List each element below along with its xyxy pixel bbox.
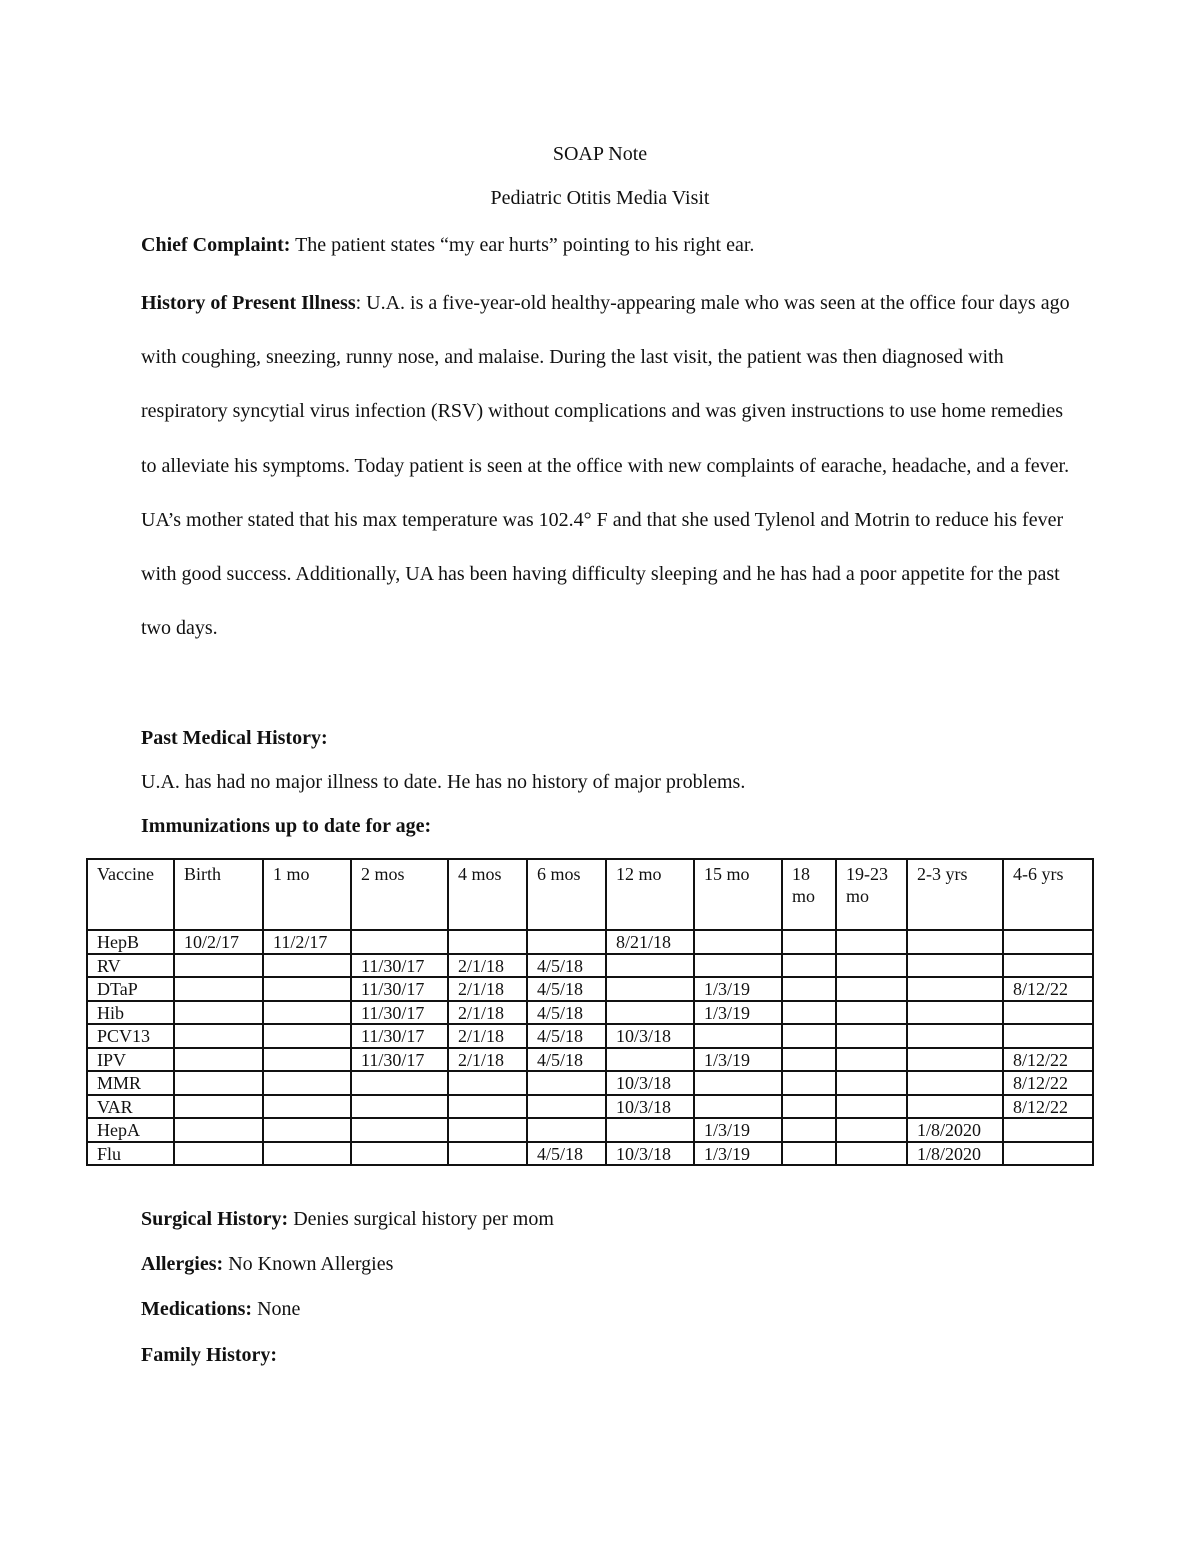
date-cell <box>174 1142 263 1166</box>
column-header: 6 mos <box>527 859 606 930</box>
date-cell: 1/3/19 <box>694 1118 782 1142</box>
hpi-text: : U.A. is a five-year-old healthy-appearing male who was seen at the office four days ago with coughing, sneezing, runny nose, and malaise. During the last visit, the patient was then diagnosed with respiratory syncytial virus infection (RSV) without complications and was given instructions to use home remedies to alleviate his symptoms. Today patient is seen at the office with new complaints of earache, headache, and a fever. UA’s mother stated that his max temperature was 102.4° F and that she used Tylenol and Motrin to reduce his fever with good success. Additionally, UA has been having difficulty sleeping and he has had a poor appetite for the past two days. <box>141 292 1070 640</box>
date-cell <box>694 1095 782 1119</box>
table-row <box>87 1118 1093 1142</box>
medications-label: Medications: <box>141 1298 253 1320</box>
date-cell <box>836 1071 907 1095</box>
date-cell <box>907 1024 1003 1048</box>
date-cell: 11/30/17 <box>351 1048 448 1072</box>
date-cell: 10/3/18 <box>606 1024 694 1048</box>
date-cell <box>836 1024 907 1048</box>
column-header: Birth <box>174 859 263 930</box>
vaccine-name-cell: IPV <box>87 1048 174 1072</box>
chief-complaint-text: The patient states “my ear hurts” pointing to his right ear. <box>290 234 755 256</box>
date-cell: 1/3/19 <box>694 1142 782 1166</box>
date-cell <box>263 1071 351 1095</box>
past-medical-history-heading <box>141 727 1081 750</box>
date-cell: 11/2/17 <box>263 930 351 954</box>
header-row <box>87 859 1093 930</box>
date-cell: 1/3/19 <box>694 977 782 1001</box>
date-cell <box>782 1142 836 1166</box>
date-cell <box>836 1142 907 1166</box>
pmh-label: Past Medical History: <box>141 727 328 749</box>
table-row <box>87 954 1093 978</box>
date-cell: 11/30/17 <box>351 954 448 978</box>
date-cell <box>174 1071 263 1095</box>
surgical-history <box>141 1208 1081 1231</box>
date-cell <box>606 1048 694 1072</box>
date-cell <box>263 1001 351 1025</box>
date-cell <box>782 930 836 954</box>
date-cell <box>174 1118 263 1142</box>
table-row <box>87 1071 1093 1095</box>
past-medical-history-text: U.A. has had no major illness to date. He has no history of major problems. <box>141 771 746 793</box>
date-cell <box>907 977 1003 1001</box>
date-cell: 2/1/18 <box>448 977 527 1001</box>
date-cell <box>351 1071 448 1095</box>
immunization-table <box>86 858 1094 1166</box>
vaccine-name-cell: RV <box>87 954 174 978</box>
date-cell <box>263 1095 351 1119</box>
date-cell <box>606 1001 694 1025</box>
column-header: 19-23 mo <box>836 859 907 930</box>
document-subtitle: Pediatric Otitis Media Visit <box>490 187 710 209</box>
date-cell <box>694 930 782 954</box>
date-cell <box>351 930 448 954</box>
column-header: 4-6 yrs <box>1003 859 1093 930</box>
date-cell <box>907 1001 1003 1025</box>
date-cell <box>448 1118 527 1142</box>
date-cell: 11/30/17 <box>351 1001 448 1025</box>
column-header: Vaccine <box>87 859 174 930</box>
date-cell <box>606 977 694 1001</box>
surgical-label: Surgical History: <box>141 1208 289 1230</box>
allergies-text: No Known Allergies <box>223 1253 394 1275</box>
vaccine-name-cell: MMR <box>87 1071 174 1095</box>
date-cell <box>782 1048 836 1072</box>
date-cell: 1/3/19 <box>694 1048 782 1072</box>
date-cell <box>836 954 907 978</box>
table-row <box>87 977 1093 1001</box>
immunizations-heading <box>141 815 1081 838</box>
date-cell: 2/1/18 <box>448 1001 527 1025</box>
date-cell <box>527 1071 606 1095</box>
date-cell: 4/5/18 <box>527 977 606 1001</box>
table-row <box>87 1095 1093 1119</box>
date-cell: 11/30/17 <box>351 977 448 1001</box>
history-present-illness <box>141 276 1081 655</box>
date-cell <box>836 1048 907 1072</box>
date-cell <box>351 1095 448 1119</box>
date-cell <box>836 930 907 954</box>
column-header: 15 mo <box>694 859 782 930</box>
vaccine-name-cell: Flu <box>87 1142 174 1166</box>
date-cell <box>907 1095 1003 1119</box>
medications-text: None <box>252 1298 301 1320</box>
table-row <box>87 930 1093 954</box>
date-cell: 1/8/2020 <box>907 1142 1003 1166</box>
vaccine-name-cell: HepB <box>87 930 174 954</box>
medications <box>141 1298 1081 1321</box>
date-cell <box>1003 930 1093 954</box>
date-cell <box>448 930 527 954</box>
date-cell <box>448 1142 527 1166</box>
family-label: Family History: <box>141 1344 278 1366</box>
date-cell <box>448 1071 527 1095</box>
date-cell <box>263 954 351 978</box>
date-cell: 2/1/18 <box>448 1048 527 1072</box>
immunization-table-header <box>87 859 1093 930</box>
date-cell <box>836 1118 907 1142</box>
date-cell <box>836 1001 907 1025</box>
date-cell <box>694 1071 782 1095</box>
date-cell <box>606 1118 694 1142</box>
date-cell <box>907 1048 1003 1072</box>
date-cell <box>782 1118 836 1142</box>
date-cell: 11/30/17 <box>351 1024 448 1048</box>
column-header: 2-3 yrs <box>907 859 1003 930</box>
table-row <box>87 1001 1093 1025</box>
column-header: 18 mo <box>782 859 836 930</box>
date-cell: 10/2/17 <box>174 930 263 954</box>
vaccine-name-cell: Hib <box>87 1001 174 1025</box>
date-cell <box>174 1024 263 1048</box>
date-cell <box>1003 1118 1093 1142</box>
chief-complaint <box>141 232 1081 258</box>
date-cell <box>174 977 263 1001</box>
date-cell <box>1003 1024 1093 1048</box>
date-cell: 10/3/18 <box>606 1071 694 1095</box>
date-cell <box>782 1095 836 1119</box>
date-cell <box>263 1118 351 1142</box>
date-cell <box>527 1118 606 1142</box>
column-header: 1 mo <box>263 859 351 930</box>
date-cell <box>907 930 1003 954</box>
table-row <box>87 1142 1093 1166</box>
immunization-table-body <box>87 930 1093 1165</box>
allergies-label: Allergies: <box>141 1253 224 1275</box>
date-cell <box>1003 1142 1093 1166</box>
date-cell: 4/5/18 <box>527 1142 606 1166</box>
date-cell <box>907 954 1003 978</box>
table-row <box>87 1024 1093 1048</box>
date-cell <box>1003 954 1093 978</box>
date-cell: 2/1/18 <box>448 954 527 978</box>
date-cell <box>174 1048 263 1072</box>
date-cell: 8/12/22 <box>1003 1095 1093 1119</box>
immunizations-label: Immunizations up to date for age: <box>141 815 432 837</box>
date-cell <box>694 1024 782 1048</box>
family-history <box>141 1344 1081 1367</box>
date-cell: 1/8/2020 <box>907 1118 1003 1142</box>
date-cell: 8/12/22 <box>1003 1048 1093 1072</box>
date-cell: 4/5/18 <box>527 954 606 978</box>
date-cell <box>351 1142 448 1166</box>
date-cell <box>174 1095 263 1119</box>
chief-complaint-label: Chief Complaint: <box>141 234 291 256</box>
date-cell <box>782 1071 836 1095</box>
date-cell <box>263 1048 351 1072</box>
date-cell: 4/5/18 <box>527 1048 606 1072</box>
date-cell <box>907 1071 1003 1095</box>
date-cell: 8/12/22 <box>1003 1071 1093 1095</box>
column-header: 12 mo <box>606 859 694 930</box>
column-header: 4 mos <box>448 859 527 930</box>
table-row <box>87 1048 1093 1072</box>
date-cell <box>527 1095 606 1119</box>
date-cell: 2/1/18 <box>448 1024 527 1048</box>
date-cell <box>448 1095 527 1119</box>
date-cell <box>174 954 263 978</box>
date-cell <box>606 954 694 978</box>
date-cell <box>174 1001 263 1025</box>
date-cell <box>782 954 836 978</box>
vaccine-name-cell: HepA <box>87 1118 174 1142</box>
hpi-label: History of Present Illness <box>141 292 356 314</box>
date-cell: 4/5/18 <box>527 1001 606 1025</box>
date-cell: 8/21/18 <box>606 930 694 954</box>
date-cell <box>782 977 836 1001</box>
date-cell <box>263 1142 351 1166</box>
date-cell <box>782 1001 836 1025</box>
date-cell <box>694 954 782 978</box>
date-cell <box>263 977 351 1001</box>
date-cell <box>263 1024 351 1048</box>
vaccine-name-cell: VAR <box>87 1095 174 1119</box>
column-header: 2 mos <box>351 859 448 930</box>
vaccine-name-cell: PCV13 <box>87 1024 174 1048</box>
date-cell <box>1003 1001 1093 1025</box>
date-cell <box>351 1118 448 1142</box>
date-cell <box>836 977 907 1001</box>
vaccine-name-cell: DTaP <box>87 977 174 1001</box>
date-cell <box>836 1095 907 1119</box>
date-cell: 10/3/18 <box>606 1095 694 1119</box>
date-cell <box>782 1024 836 1048</box>
allergies <box>141 1253 1081 1276</box>
surgical-text: Denies surgical history per mom <box>288 1208 554 1230</box>
date-cell: 8/12/22 <box>1003 977 1093 1001</box>
date-cell <box>527 930 606 954</box>
date-cell: 1/3/19 <box>694 1001 782 1025</box>
document-title: SOAP Note <box>552 143 648 165</box>
date-cell: 10/3/18 <box>606 1142 694 1166</box>
date-cell: 4/5/18 <box>527 1024 606 1048</box>
